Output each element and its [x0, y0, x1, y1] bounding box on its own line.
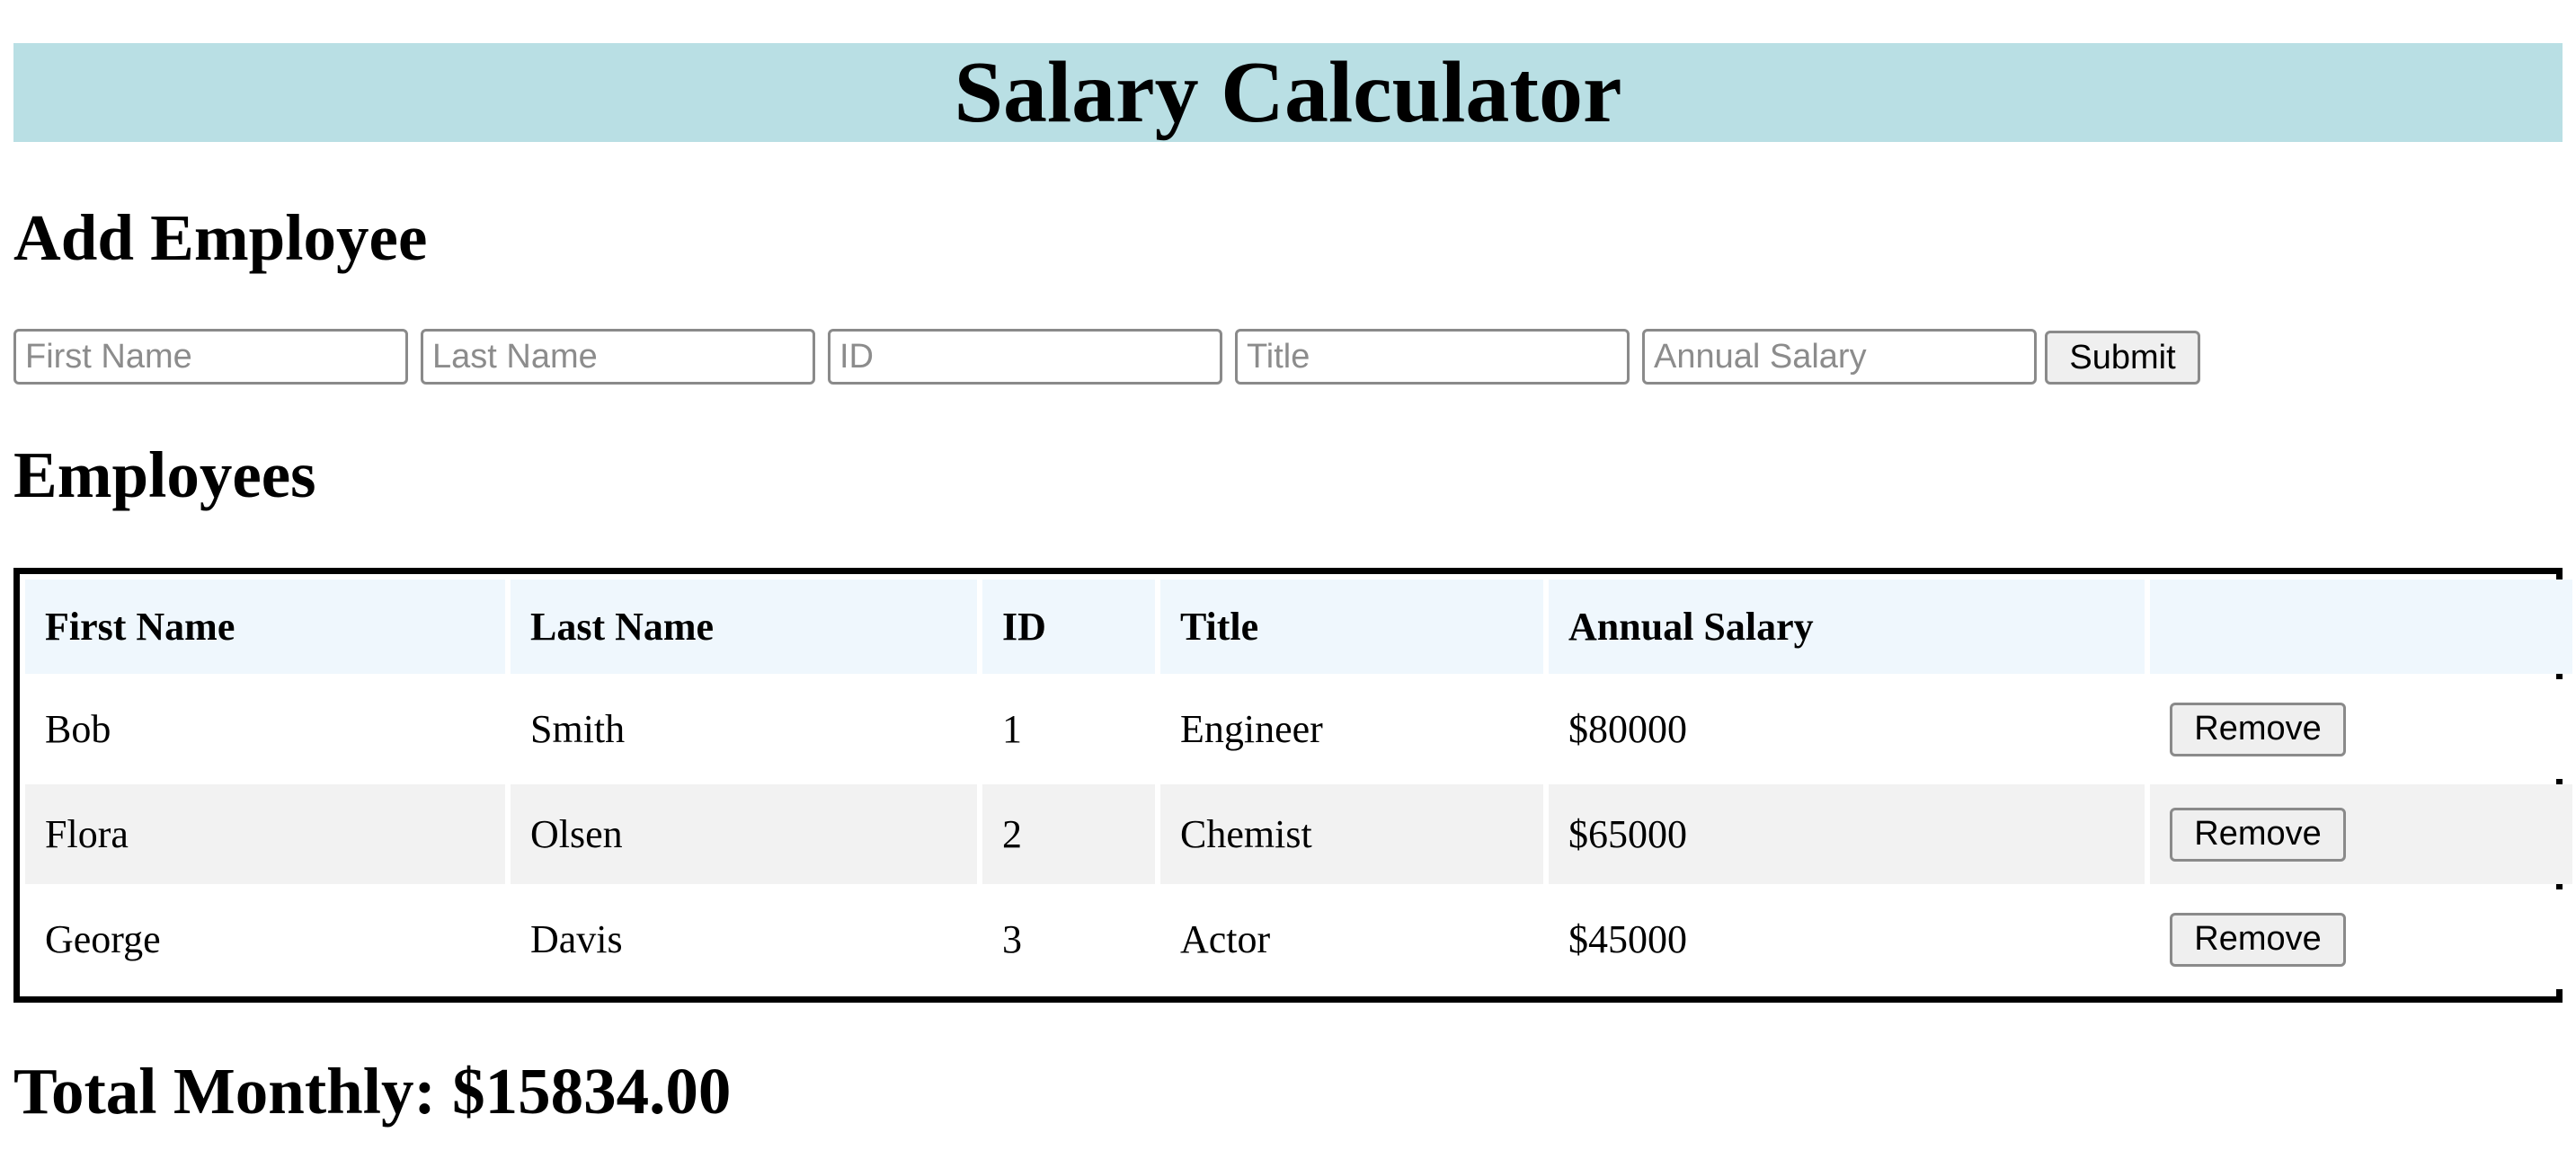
table-header-row	[25, 579, 2572, 674]
table-row	[25, 784, 2572, 884]
cell-title: Engineer	[1160, 679, 1543, 779]
cell-last-name: Olsen	[511, 784, 977, 884]
cell-salary: $65000	[1549, 784, 2145, 884]
cell-last-name: Davis	[511, 889, 977, 989]
cell-title: Actor	[1160, 889, 1543, 989]
cell-salary: $45000	[1549, 889, 2145, 989]
remove-button[interactable]: Remove	[2170, 808, 2346, 862]
page-title: Salary Calculator	[954, 44, 1622, 141]
last-name-input[interactable]	[421, 329, 815, 385]
employees-heading: Employees	[13, 438, 316, 511]
cell-id: 3	[982, 889, 1155, 989]
title-input[interactable]	[1235, 329, 1630, 385]
header-banner	[13, 43, 2563, 142]
cell-first-name: Bob	[25, 679, 505, 779]
table-row	[25, 889, 2572, 989]
employees-table-container	[13, 568, 2563, 1003]
column-header-title: Title	[1160, 579, 1543, 674]
add-employee-heading: Add Employee	[13, 201, 428, 274]
cell-first-name: Flora	[25, 784, 505, 884]
employees-table	[20, 574, 2576, 995]
cell-title: Chemist	[1160, 784, 1543, 884]
first-name-input[interactable]	[13, 329, 408, 385]
remove-button[interactable]: Remove	[2170, 913, 2346, 967]
column-header-last-name: Last Name	[511, 579, 977, 674]
cell-first-name: George	[25, 889, 505, 989]
column-header-annual-salary: Annual Salary	[1549, 579, 2145, 674]
cell-actions	[2150, 784, 2572, 884]
cell-last-name: Smith	[511, 679, 977, 779]
cell-id: 2	[982, 784, 1155, 884]
column-header-id: ID	[982, 579, 1155, 674]
cell-salary: $80000	[1549, 679, 2145, 779]
cell-actions	[2150, 889, 2572, 989]
table-row	[25, 679, 2572, 779]
submit-button[interactable]: Submit	[2045, 331, 2200, 385]
annual-salary-input[interactable]	[1642, 329, 2037, 385]
column-header-first-name: First Name	[25, 579, 505, 674]
column-header-actions	[2150, 579, 2572, 674]
cell-id: 1	[982, 679, 1155, 779]
total-monthly: Total Monthly: $15834.00	[13, 1055, 732, 1128]
remove-button[interactable]: Remove	[2170, 703, 2346, 756]
id-input[interactable]	[828, 329, 1222, 385]
cell-actions	[2150, 679, 2572, 779]
